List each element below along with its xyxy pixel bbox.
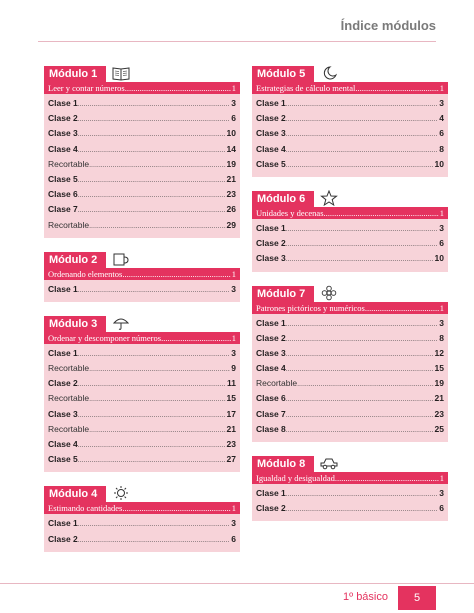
module-title: Módulo 3 [44,316,106,332]
entry-page: 10 [434,158,444,169]
module-subtitle-entry[interactable] [44,332,240,344]
entry-label: Clase 5 [48,173,78,184]
module-lessons [252,219,448,272]
module-title: Módulo 6 [252,191,314,207]
lesson-entry[interactable] [48,378,236,393]
right-column [252,60,448,529]
dot-leader [78,457,226,464]
lesson-entry[interactable] [256,409,444,424]
module-subtitle-page: 1 [439,302,444,313]
entry-label: Clase 3 [48,408,78,419]
entry-label: Clase 4 [256,143,286,154]
module-header [252,185,448,207]
lesson-entry[interactable] [48,439,236,454]
module-1 [44,60,240,238]
dot-leader [78,521,230,528]
module-lessons [44,514,240,551]
entry-label: Clase 2 [256,332,286,343]
lesson-entry[interactable] [256,488,444,503]
entry-label: Clase 3 [256,128,286,139]
module-5 [252,60,448,177]
dot-leader [286,427,434,434]
car-icon [320,455,338,471]
module-header [252,60,448,82]
dot-leader [89,366,230,373]
module-subtitle: Ordenar y descomponer números [48,332,162,343]
module-subtitle: Estrategias de cálculo mental [256,83,356,93]
lesson-entry[interactable] [48,348,236,363]
module-title: Módulo 7 [252,286,314,302]
flower-icon [320,285,338,301]
dot-leader [286,321,438,328]
lesson-entry[interactable] [256,144,444,159]
lesson-entry[interactable] [256,503,444,518]
entry-label: Recortable [48,219,90,230]
module-subtitle-page: 1 [439,207,444,218]
entry-label: Clase 3 [256,347,286,358]
dot-leader [286,351,434,358]
entry-page: 23 [226,439,236,449]
lesson-entry[interactable] [256,348,444,363]
entry-label: Recortable [48,423,90,434]
entry-label: Clase 1 [256,488,286,498]
dot-leader [286,491,438,498]
lesson-entry[interactable] [48,534,236,549]
module-subtitle-entry[interactable] [44,502,240,514]
module-3 [44,310,240,473]
module-lessons [44,344,240,473]
umbrella-icon [112,315,130,331]
dot-leader [78,412,226,419]
dot-leader [286,412,434,419]
entry-page: 11 [227,378,236,389]
dot-leader [286,226,438,233]
dot-leader [122,502,230,514]
entry-page: 3 [439,222,444,233]
lesson-entry[interactable] [256,253,444,268]
module-subtitle-entry[interactable] [252,207,448,219]
dot-leader [89,162,225,169]
dot-leader [286,116,438,123]
lesson-entry[interactable] [48,409,236,424]
module-title: Módulo 5 [252,66,314,82]
header-divider [38,41,436,42]
module-title: Módulo 4 [44,486,106,502]
mug-icon [112,251,130,267]
module-subtitle-entry[interactable] [44,268,240,280]
entry-page: 3 [231,98,236,108]
dot-leader [78,442,226,449]
module-subtitle: Ordenando elementos [48,268,123,279]
entry-page: 29 [226,219,236,230]
entry-page: 10 [226,128,236,139]
entry-label: Clase 2 [256,503,286,514]
entry-label: Clase 2 [256,113,286,124]
entry-label: Clase 5 [48,454,78,465]
entry-label: Recortable [48,363,90,374]
entry-page: 8 [439,332,444,343]
module-header [252,450,448,472]
entry-page: 25 [434,423,444,434]
entry-label: Clase 4 [48,143,78,154]
entry-label: Clase 2 [256,238,286,249]
dot-leader [286,366,434,373]
entry-label: Clase 1 [48,98,78,108]
module-subtitle: Patrones pictóricos y numéricos [256,302,365,313]
entry-page: 6 [231,533,236,544]
module-header [44,310,240,332]
entry-page: 12 [434,347,444,358]
module-lessons [252,94,448,177]
entry-label: Clase 1 [48,283,78,294]
dot-leader [286,396,434,403]
entry-page: 3 [439,317,444,328]
dot-leader [161,332,231,344]
entry-page: 10 [434,253,444,264]
entry-label: Clase 2 [48,533,78,544]
module-subtitle-page: 1 [231,332,236,343]
module-subtitle-entry[interactable] [252,302,448,314]
module-title: Módulo 1 [44,66,106,82]
lesson-entry[interactable] [48,128,236,143]
left-column [44,60,240,560]
recortable-entry[interactable] [48,393,236,408]
module-subtitle-entry[interactable] [252,472,448,484]
entry-page: 6 [231,113,236,124]
entry-page: 19 [434,378,444,389]
lesson-entry[interactable] [48,189,236,204]
module-header [44,60,240,82]
dot-leader [78,537,230,544]
entry-label: Clase 6 [256,393,286,404]
dot-leader [122,268,230,280]
module-subtitle: Leer y contar números [48,83,125,93]
dot-leader [365,302,439,314]
module-header [44,480,240,502]
entry-label: Clase 2 [48,378,78,389]
lesson-entry[interactable] [48,204,236,219]
entry-page: 6 [439,503,444,514]
entry-page: 4 [439,113,444,124]
entry-label: Clase 4 [48,439,78,449]
dot-leader [355,82,438,94]
grade-label: 1º básico [343,591,388,603]
module-lessons [252,314,448,443]
lesson-entry[interactable] [256,128,444,143]
lesson-entry[interactable] [256,223,444,238]
entry-label: Clase 5 [256,158,286,169]
lesson-entry[interactable] [256,159,444,174]
module-7 [252,280,448,443]
lesson-entry[interactable] [48,174,236,189]
dot-leader [78,116,230,123]
dot-leader [89,223,225,230]
page-title: Índice módulos [340,18,436,33]
entry-label: Clase 1 [48,518,78,529]
lesson-entry[interactable] [48,98,236,113]
dot-leader [286,162,434,169]
entry-label: Clase 6 [48,189,78,200]
lesson-entry[interactable] [48,518,236,533]
entry-page: 14 [226,143,236,154]
recortable-entry[interactable] [48,220,236,235]
dot-leader [125,82,231,94]
entry-page: 21 [226,423,236,434]
entry-page: 17 [226,408,236,419]
entry-page: 6 [439,238,444,249]
module-subtitle-entry[interactable] [252,82,448,94]
entry-page: 21 [434,393,444,404]
moon-icon [320,65,338,81]
entry-label: Clase 1 [48,347,78,358]
recortable-entry[interactable] [48,363,236,378]
entry-page: 23 [226,189,236,200]
dot-leader [286,256,434,263]
dot-leader [78,177,226,184]
entry-page: 3 [231,347,236,358]
module-lessons [44,280,240,302]
entry-page: 8 [439,143,444,154]
entry-label: Clase 3 [256,253,286,264]
dot-leader [297,381,433,388]
lesson-entry[interactable] [48,144,236,159]
lesson-entry[interactable] [256,98,444,113]
entry-page: 19 [226,158,236,169]
entry-page: 27 [226,454,236,465]
entry-page: 3 [231,518,236,529]
dot-leader [286,147,438,154]
entry-label: Clase 4 [256,363,286,374]
module-6 [252,185,448,272]
module-header [252,280,448,302]
entry-page: 21 [226,173,236,184]
entry-page: 15 [226,393,236,404]
dot-leader [286,131,438,138]
entry-label: Clase 8 [256,423,286,434]
entry-label: Clase 7 [48,204,78,215]
module-subtitle-page: 1 [231,503,236,514]
dot-leader [89,396,225,403]
dot-leader [286,336,438,343]
lesson-entry[interactable] [256,238,444,253]
module-2 [44,246,240,302]
recortable-entry[interactable] [48,424,236,439]
entry-label: Clase 7 [256,408,286,419]
entry-page: 3 [439,488,444,498]
dot-leader [78,351,230,358]
recortable-entry[interactable] [256,378,444,393]
dot-leader [78,192,226,199]
dot-leader [335,472,439,484]
module-4 [44,480,240,551]
module-subtitle-page: 1 [231,83,236,93]
dot-leader [286,101,438,108]
entry-label: Recortable [256,378,298,389]
lesson-entry[interactable] [256,424,444,439]
dot-leader [78,101,230,108]
book-icon [112,65,130,81]
entry-page: 23 [434,408,444,419]
module-subtitle-page: 1 [231,268,236,279]
dot-leader [324,207,439,219]
module-subtitle: Estimando cantidades [48,503,123,514]
sun-icon [112,485,130,501]
dot-leader [89,427,225,434]
entry-label: Clase 3 [48,128,78,139]
page-number: 5 [398,586,436,610]
module-title: Módulo 2 [44,252,106,268]
entry-page: 6 [439,128,444,139]
entry-page: 26 [226,204,236,215]
entry-label: Clase 1 [256,98,286,108]
dot-leader [78,381,226,388]
footer-divider [0,583,474,584]
module-title: Módulo 8 [252,456,314,472]
module-subtitle-page: 1 [439,83,444,93]
dot-leader [286,241,438,248]
entry-page: 9 [231,363,236,374]
lesson-entry[interactable] [48,113,236,128]
entry-label: Clase 1 [256,317,286,328]
lesson-entry[interactable] [256,363,444,378]
module-subtitle: Unidades y decenas [256,207,324,218]
entry-page: 3 [231,283,236,294]
module-lessons [44,94,240,238]
entry-label: Recortable [48,393,90,404]
dot-leader [78,147,226,154]
lesson-entry[interactable] [48,284,236,299]
lesson-entry[interactable] [48,454,236,469]
lesson-entry[interactable] [256,393,444,408]
entry-label: Clase 2 [48,113,78,124]
entry-page: 15 [434,363,444,374]
dot-leader [78,207,226,214]
lesson-entry[interactable] [256,318,444,333]
star-icon [320,190,338,206]
module-subtitle-entry[interactable] [44,82,240,94]
entry-label: Clase 1 [256,222,286,233]
dot-leader [78,287,230,294]
entry-label: Recortable [48,158,90,169]
lesson-entry[interactable] [256,113,444,128]
recortable-entry[interactable] [48,159,236,174]
module-lessons [252,484,448,521]
module-subtitle-page: 1 [439,473,444,483]
module-header [44,246,240,268]
dot-leader [286,506,438,513]
entry-page: 3 [439,98,444,108]
module-subtitle: Igualdad y desigualdad [256,473,335,483]
page-footer [0,583,474,613]
module-8 [252,450,448,521]
lesson-entry[interactable] [256,333,444,348]
dot-leader [78,131,226,138]
